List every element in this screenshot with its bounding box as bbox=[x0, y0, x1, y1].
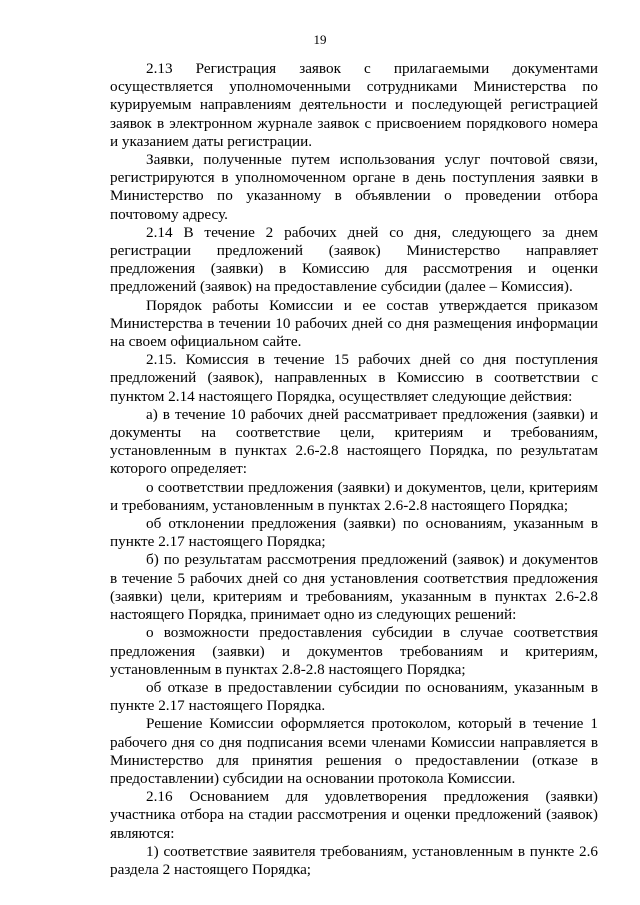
paragraph-2-15-a: а) в течение 10 рабочих дней рассматривает предложения (заявки) и документы на соответствие цели, критериям и требованиям, установленным в пунктах 2.6-2.8 настоящего Порядка, по результатам которого определяет: bbox=[110, 405, 598, 478]
paragraph-2-15-b: б) по результатам рассмотрения предложений (заявок) и документов в течение 5 рабочих дней со дня установления соответствия предложения (заявки) цели, критериям и требованиям, указанным в пунктах 2.6-2.8 настоящего Порядка, принимает одно из следующих решений: bbox=[110, 551, 598, 624]
paragraph-compliance: о соответствии предложения (заявки) и документов, цели, критериям и требованиям, установленным в пунктах 2.6-2.8 настоящего Порядка; bbox=[110, 478, 598, 514]
paragraph-2-13: 2.13 Регистрация заявок с прилагаемыми документами осуществляется уполномоченными сотрудниками Министерства по курируемым направлениям деятельности и последующей регистрацией заявок в электронном журнале заявок с присвоением порядкового номера и указанием даты регистрации. bbox=[110, 60, 598, 150]
paragraph-2-16-item-1: 1) соответствие заявителя требованиям, установленным в пункте 2.6 раздела 2 настоящего Порядка; bbox=[110, 842, 598, 878]
paragraph-postal-applications: Заявки, полученные путем использования услуг почтовой связи, регистрируются в уполномоченном органе в день поступления заявки в Министерство по указанному в объявлении о проведении отбора почтовому адресу. bbox=[110, 151, 598, 223]
paragraph-2-15: 2.15. Комиссия в течение 15 рабочих дней со дня поступления предложений (заявок), направленных в Комиссию в соответствии с пунктом 2.14 настоящего Порядка, осуществляет следующие действия: bbox=[110, 351, 598, 405]
paragraph-rejection: об отклонении предложения (заявки) по основаниям, указанным в пункте 2.17 настоящего Порядка; bbox=[110, 515, 598, 551]
paragraph-subsidy-possible: о возможности предоставления субсидии в случае соответствия предложения (заявки) и документов требованиям и критериям, установленным в пунктах 2.8-2.8 настоящего Порядка; bbox=[110, 624, 598, 678]
paragraph-2-16: 2.16 Основанием для удовлетворения предложения (заявки) участника отбора на стадии рассмотрения и оценки предложений (заявок) являются: bbox=[110, 788, 598, 842]
document-body bbox=[110, 60, 598, 879]
paragraph-commission-procedure: Порядок работы Комиссии и ее состав утверждается приказом Министерства в течении 10 рабочих дней со дня размещения информации на своем официальном сайте. bbox=[110, 296, 598, 351]
page-number: 19 bbox=[313, 32, 327, 47]
paragraph-2-14: 2.14 В течение 2 рабочих дней со дня, следующего за днем регистрации предложений (заявок) Министерство направляет предложения (заявки) в Комиссию для рассмотрения и оценки предложений (заявок) на предоставление субсидии (далее – Комиссия). bbox=[110, 223, 598, 296]
paragraph-commission-decision: Решение Комиссии оформляется протоколом, который в течение 1 рабочего дня со дня подписания всеми членами Комиссии направляется в Министерство для принятия решения о предоставлении (отказе в предоставлении) субсидии на основании протокола Комиссии. bbox=[110, 715, 598, 787]
paragraph-subsidy-refusal: об отказе в предоставлении субсидии по основаниям, указанным в пункте 2.17 настоящего Порядка. bbox=[110, 678, 598, 715]
